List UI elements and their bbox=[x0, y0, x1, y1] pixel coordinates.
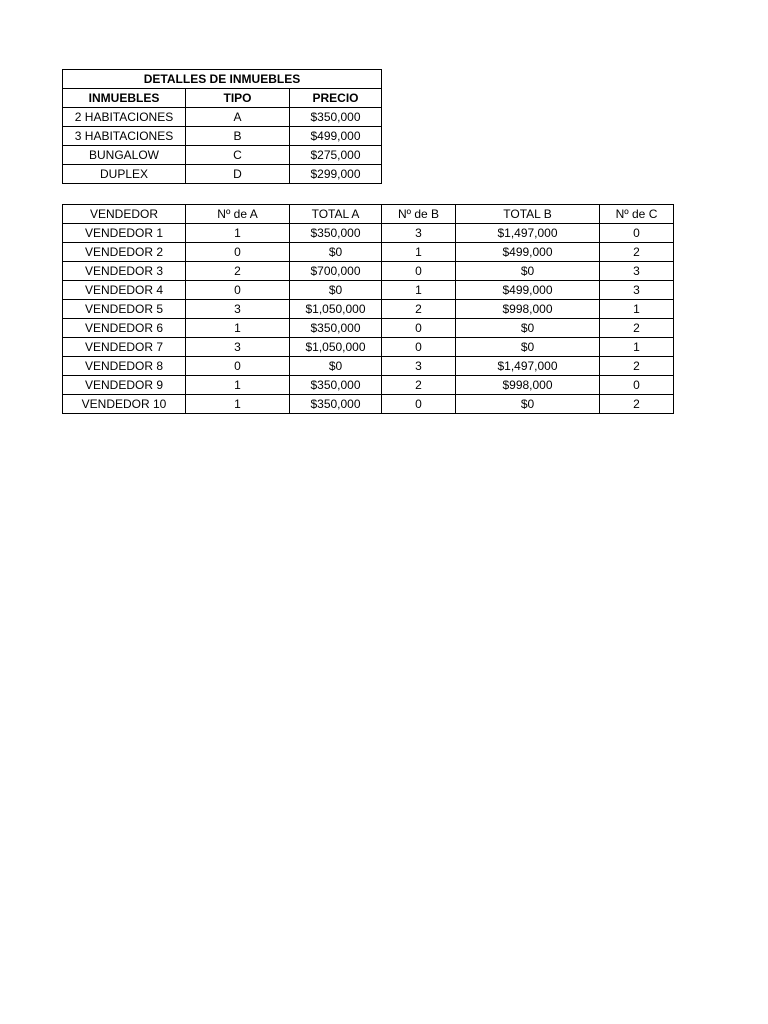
column-header: PRECIO bbox=[290, 89, 382, 108]
table-row bbox=[63, 108, 382, 127]
total-b-cell: $1,497,000 bbox=[456, 224, 600, 243]
table-row bbox=[63, 281, 674, 300]
seller-cell: VENDEDOR 8 bbox=[63, 357, 186, 376]
total-a-cell: $700,000 bbox=[290, 262, 382, 281]
property-details-table bbox=[62, 69, 382, 184]
seller-cell: VENDEDOR 3 bbox=[63, 262, 186, 281]
type-cell: D bbox=[186, 165, 290, 184]
total-b-cell: $0 bbox=[456, 395, 600, 414]
total-b-cell: $0 bbox=[456, 319, 600, 338]
column-header: TOTAL B bbox=[456, 205, 600, 224]
seller-cell: VENDEDOR 6 bbox=[63, 319, 186, 338]
table-row bbox=[63, 338, 674, 357]
total-a-cell: $0 bbox=[290, 357, 382, 376]
seller-cell: VENDEDOR 9 bbox=[63, 376, 186, 395]
seller-cell: VENDEDOR 5 bbox=[63, 300, 186, 319]
type-cell: C bbox=[186, 146, 290, 165]
count-b-cell: 1 bbox=[382, 243, 456, 262]
total-b-cell: $0 bbox=[456, 338, 600, 357]
count-b-cell: 3 bbox=[382, 224, 456, 243]
price-cell: $350,000 bbox=[290, 108, 382, 127]
total-a-cell: $350,000 bbox=[290, 376, 382, 395]
seller-cell: VENDEDOR 1 bbox=[63, 224, 186, 243]
price-cell: $499,000 bbox=[290, 127, 382, 146]
count-b-cell: 0 bbox=[382, 262, 456, 281]
table-row bbox=[63, 224, 674, 243]
count-b-cell: 0 bbox=[382, 395, 456, 414]
total-b-cell: $499,000 bbox=[456, 281, 600, 300]
count-b-cell: 2 bbox=[382, 376, 456, 395]
details-table-title: DETALLES DE INMUEBLES bbox=[63, 70, 382, 89]
total-b-cell: $499,000 bbox=[456, 243, 600, 262]
seller-cell: VENDEDOR 4 bbox=[63, 281, 186, 300]
count-c-cell: 1 bbox=[600, 338, 674, 357]
column-header: Nº de C bbox=[600, 205, 674, 224]
count-b-cell: 0 bbox=[382, 319, 456, 338]
total-a-cell: $1,050,000 bbox=[290, 300, 382, 319]
count-c-cell: 2 bbox=[600, 243, 674, 262]
table-row bbox=[63, 376, 674, 395]
count-a-cell: 1 bbox=[186, 224, 290, 243]
count-c-cell: 2 bbox=[600, 357, 674, 376]
price-cell: $275,000 bbox=[290, 146, 382, 165]
count-b-cell: 0 bbox=[382, 338, 456, 357]
seller-sales-table bbox=[62, 204, 674, 414]
type-cell: A bbox=[186, 108, 290, 127]
count-a-cell: 3 bbox=[186, 338, 290, 357]
total-b-cell: $0 bbox=[456, 262, 600, 281]
table-row bbox=[63, 357, 674, 376]
total-b-cell: $998,000 bbox=[456, 376, 600, 395]
details-header-row bbox=[63, 89, 382, 108]
total-a-cell: $350,000 bbox=[290, 395, 382, 414]
table-row bbox=[63, 262, 674, 281]
seller-cell: VENDEDOR 10 bbox=[63, 395, 186, 414]
table-row bbox=[63, 243, 674, 262]
type-cell: B bbox=[186, 127, 290, 146]
total-a-cell: $1,050,000 bbox=[290, 338, 382, 357]
count-c-cell: 2 bbox=[600, 319, 674, 338]
total-b-cell: $998,000 bbox=[456, 300, 600, 319]
count-c-cell: 3 bbox=[600, 262, 674, 281]
sales-header-row bbox=[63, 205, 674, 224]
property-cell: BUNGALOW bbox=[63, 146, 186, 165]
total-a-cell: $0 bbox=[290, 243, 382, 262]
count-a-cell: 0 bbox=[186, 357, 290, 376]
column-header: TOTAL A bbox=[290, 205, 382, 224]
property-cell: 2 HABITACIONES bbox=[63, 108, 186, 127]
column-header: VENDEDOR bbox=[63, 205, 186, 224]
table-row bbox=[63, 300, 674, 319]
table-row bbox=[63, 146, 382, 165]
count-a-cell: 1 bbox=[186, 319, 290, 338]
seller-cell: VENDEDOR 2 bbox=[63, 243, 186, 262]
count-c-cell: 2 bbox=[600, 395, 674, 414]
count-a-cell: 3 bbox=[186, 300, 290, 319]
table-row bbox=[63, 395, 674, 414]
total-a-cell: $350,000 bbox=[290, 319, 382, 338]
total-b-cell: $1,497,000 bbox=[456, 357, 600, 376]
count-a-cell: 1 bbox=[186, 395, 290, 414]
count-a-cell: 0 bbox=[186, 281, 290, 300]
count-b-cell: 2 bbox=[382, 300, 456, 319]
count-a-cell: 0 bbox=[186, 243, 290, 262]
count-a-cell: 1 bbox=[186, 376, 290, 395]
count-a-cell: 2 bbox=[186, 262, 290, 281]
table-row bbox=[63, 319, 674, 338]
count-c-cell: 0 bbox=[600, 224, 674, 243]
table-row bbox=[63, 165, 382, 184]
table-row bbox=[63, 127, 382, 146]
details-title-row bbox=[63, 70, 382, 89]
count-c-cell: 1 bbox=[600, 300, 674, 319]
count-c-cell: 0 bbox=[600, 376, 674, 395]
column-header: TIPO bbox=[186, 89, 290, 108]
price-cell: $299,000 bbox=[290, 165, 382, 184]
count-b-cell: 1 bbox=[382, 281, 456, 300]
total-a-cell: $350,000 bbox=[290, 224, 382, 243]
column-header: Nº de A bbox=[186, 205, 290, 224]
column-header: Nº de B bbox=[382, 205, 456, 224]
seller-cell: VENDEDOR 7 bbox=[63, 338, 186, 357]
total-a-cell: $0 bbox=[290, 281, 382, 300]
property-cell: 3 HABITACIONES bbox=[63, 127, 186, 146]
column-header: INMUEBLES bbox=[63, 89, 186, 108]
count-c-cell: 3 bbox=[600, 281, 674, 300]
property-cell: DUPLEX bbox=[63, 165, 186, 184]
count-b-cell: 3 bbox=[382, 357, 456, 376]
